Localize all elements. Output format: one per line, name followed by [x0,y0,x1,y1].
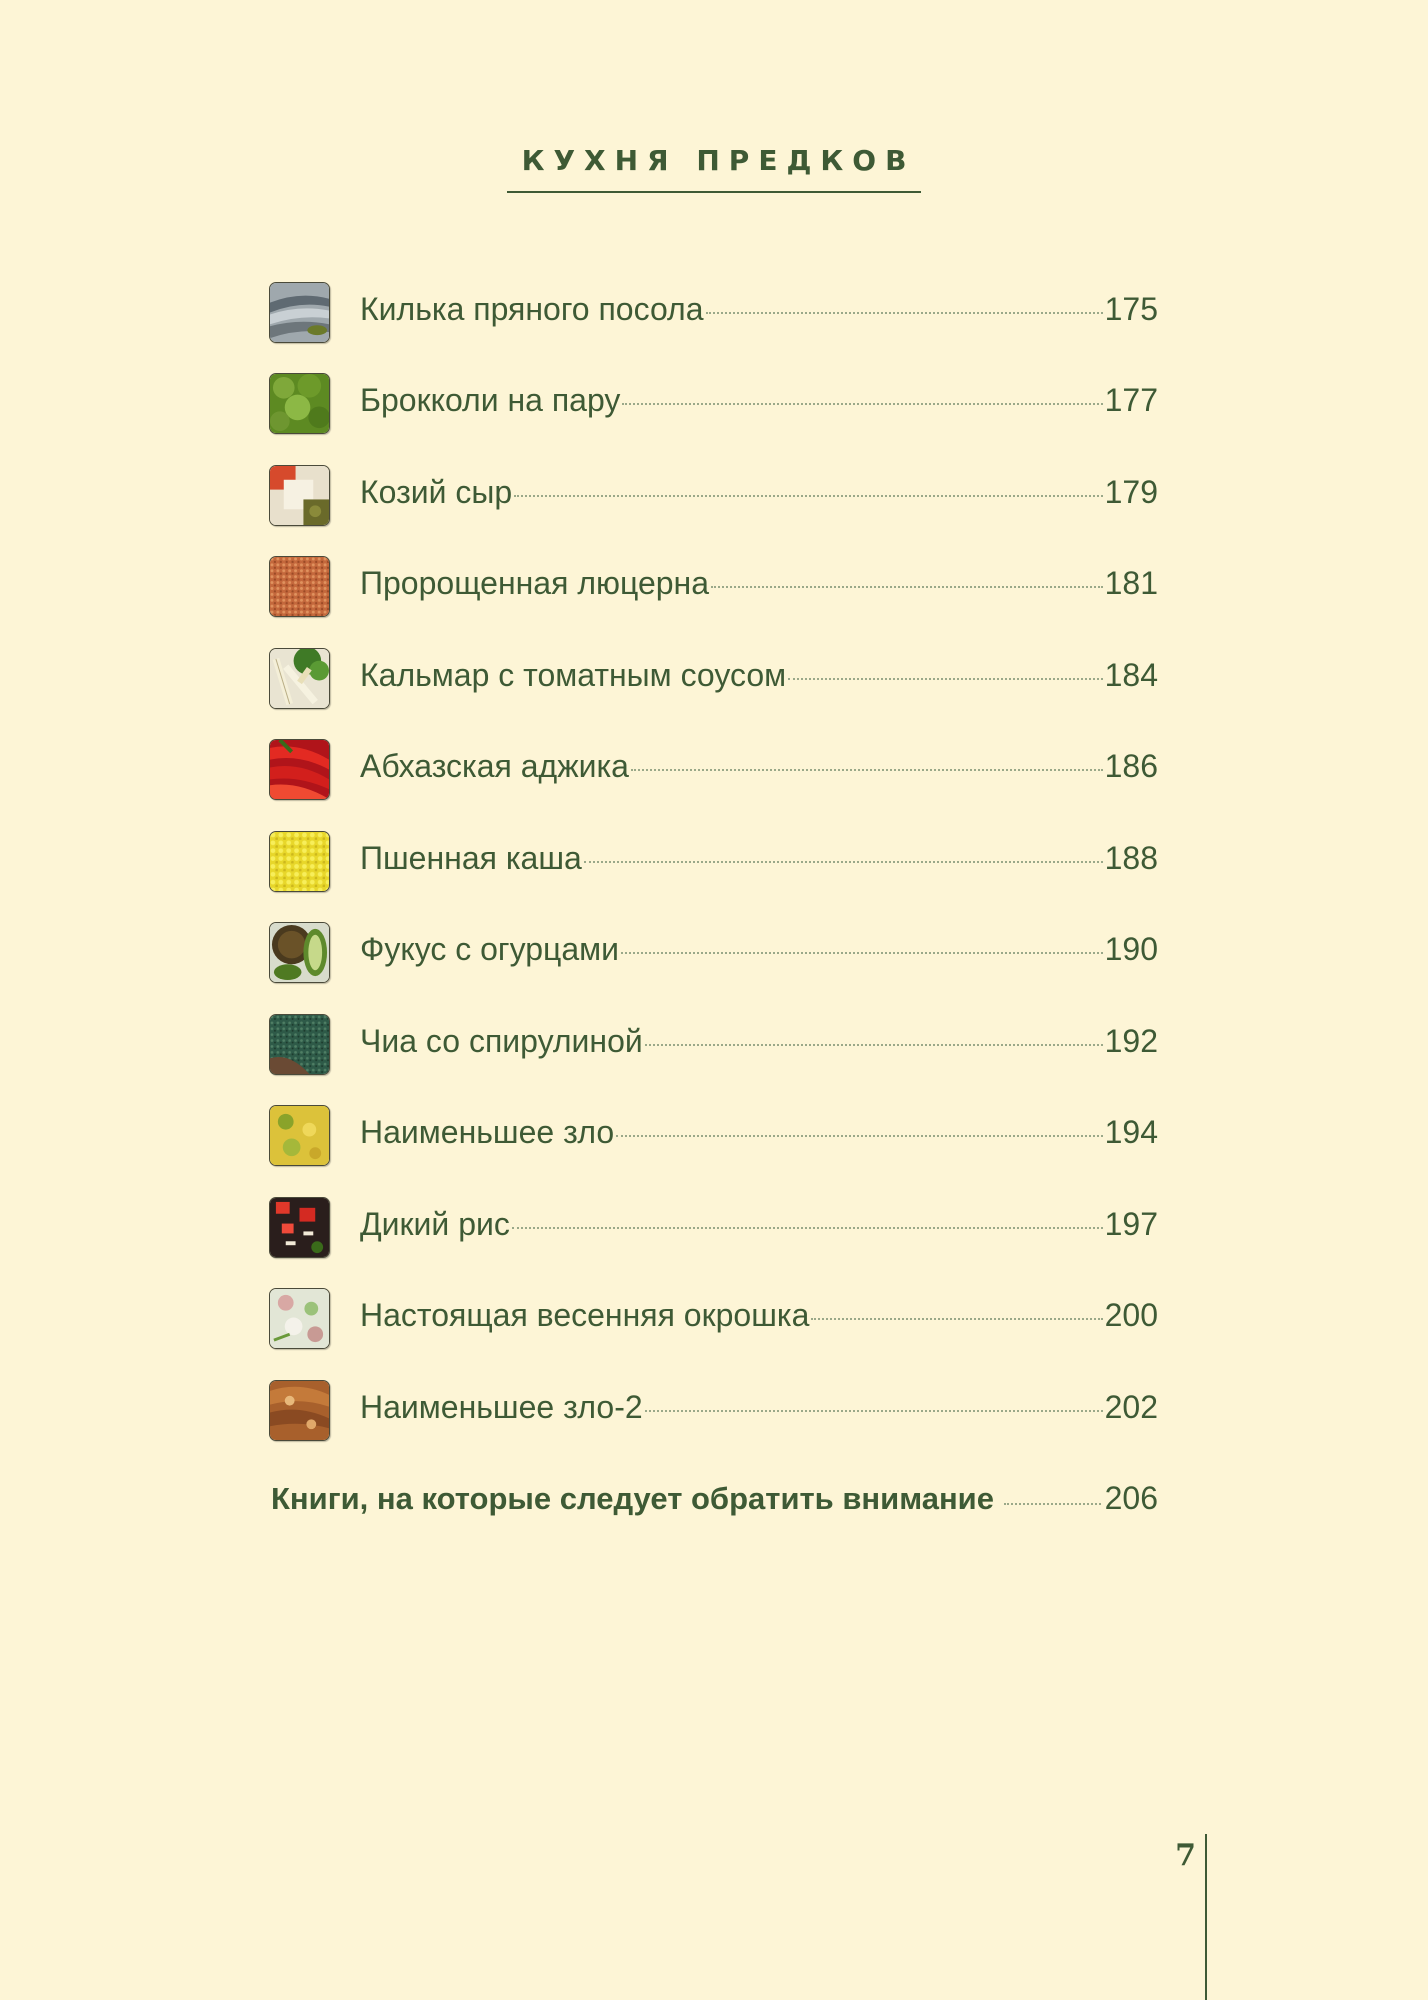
entry-page: 175 [1104,291,1158,327]
toc-entry[interactable] [268,465,1158,529]
omelette-photo-icon [269,1105,330,1166]
dot-leader [584,861,1103,863]
toc-entry[interactable] [268,373,1158,437]
toc-entry[interactable] [268,1014,1158,1078]
okroshka-photo-icon [269,1288,330,1349]
entry-page: 188 [1104,840,1158,876]
entry-title: Наименьшее зло [360,1114,615,1150]
dot-leader [711,586,1103,588]
adjika-photo-icon [269,739,330,800]
toc-entry[interactable] [268,1197,1158,1261]
entry-title: Фукус с огурцами [360,931,620,967]
entry-title: Настоящая весенняя окрошка [360,1297,810,1333]
page-number: 7 [1175,1838,1196,1873]
toc-entry[interactable] [268,1380,1158,1444]
entry-title: Пророщенная люцерна [360,565,710,601]
entry-page: 181 [1104,565,1158,601]
entry-title: Книги, на которые следует обратить внимание [271,1481,994,1516]
entry-page: 206 [1104,1480,1158,1516]
page-edge-rule [1205,1834,1207,2000]
dot-leader [811,1318,1102,1320]
entry-page: 200 [1104,1297,1158,1333]
page-header [0,144,1428,193]
entry-title: Кальмар с томатным соусом [360,657,787,693]
wild-rice-photo-icon [269,1197,330,1258]
toc-entry[interactable] [268,922,1158,986]
alfalfa-photo-icon [269,556,330,617]
toc-entry[interactable] [268,556,1158,620]
toc-entry[interactable] [268,739,1158,803]
dot-leader [621,952,1103,954]
fucus-photo-icon [269,922,330,983]
entry-page: 186 [1104,748,1158,784]
section-title: КУХНЯ ПРЕДКОВ [507,144,922,193]
dot-leader [706,312,1103,314]
dot-leader [514,495,1102,497]
entry-page: 197 [1104,1206,1158,1242]
sprat-photo-icon [269,282,330,343]
entry-title: Дикий рис [360,1206,510,1242]
dot-leader [622,403,1102,405]
dot-leader [1004,1503,1101,1505]
goat-cheese-photo-icon [269,465,330,526]
entry-title: Килька пряного посола [360,291,704,327]
entry-page: 184 [1104,657,1158,693]
entry-title: Абхазская аджика [360,748,629,784]
entry-title: Брокколи на пару [360,382,621,418]
chia-spirulina-photo-icon [269,1014,330,1075]
entry-title: Наименьшее зло-2 [360,1389,643,1425]
entry-page: 190 [1104,931,1158,967]
entry-page: 202 [1104,1389,1158,1425]
squid-photo-icon [269,648,330,709]
entry-page: 179 [1104,474,1158,510]
dot-leader [645,1410,1103,1412]
toc-entry[interactable] [268,1288,1158,1352]
entry-title: Козий сыр [360,474,513,510]
dot-leader [631,769,1103,771]
millet-porridge-photo-icon [269,831,330,892]
dot-leader [616,1135,1102,1137]
entry-title: Чиа со спирулиной [360,1023,643,1059]
broccoli-photo-icon [269,373,330,434]
toc-entry-books[interactable] [271,1480,1158,1517]
toc-entry[interactable] [268,1105,1158,1169]
dot-leader [788,678,1102,680]
entry-page: 194 [1104,1114,1158,1150]
entry-page: 177 [1104,382,1158,418]
meat-dish-photo-icon [269,1380,330,1441]
toc-entry[interactable] [268,831,1158,895]
toc-entry[interactable] [268,282,1158,346]
dot-leader [645,1044,1103,1046]
entry-page: 192 [1104,1023,1158,1059]
dot-leader [512,1227,1103,1229]
toc-entry[interactable] [268,648,1158,712]
entry-title: Пшенная каша [360,840,582,876]
